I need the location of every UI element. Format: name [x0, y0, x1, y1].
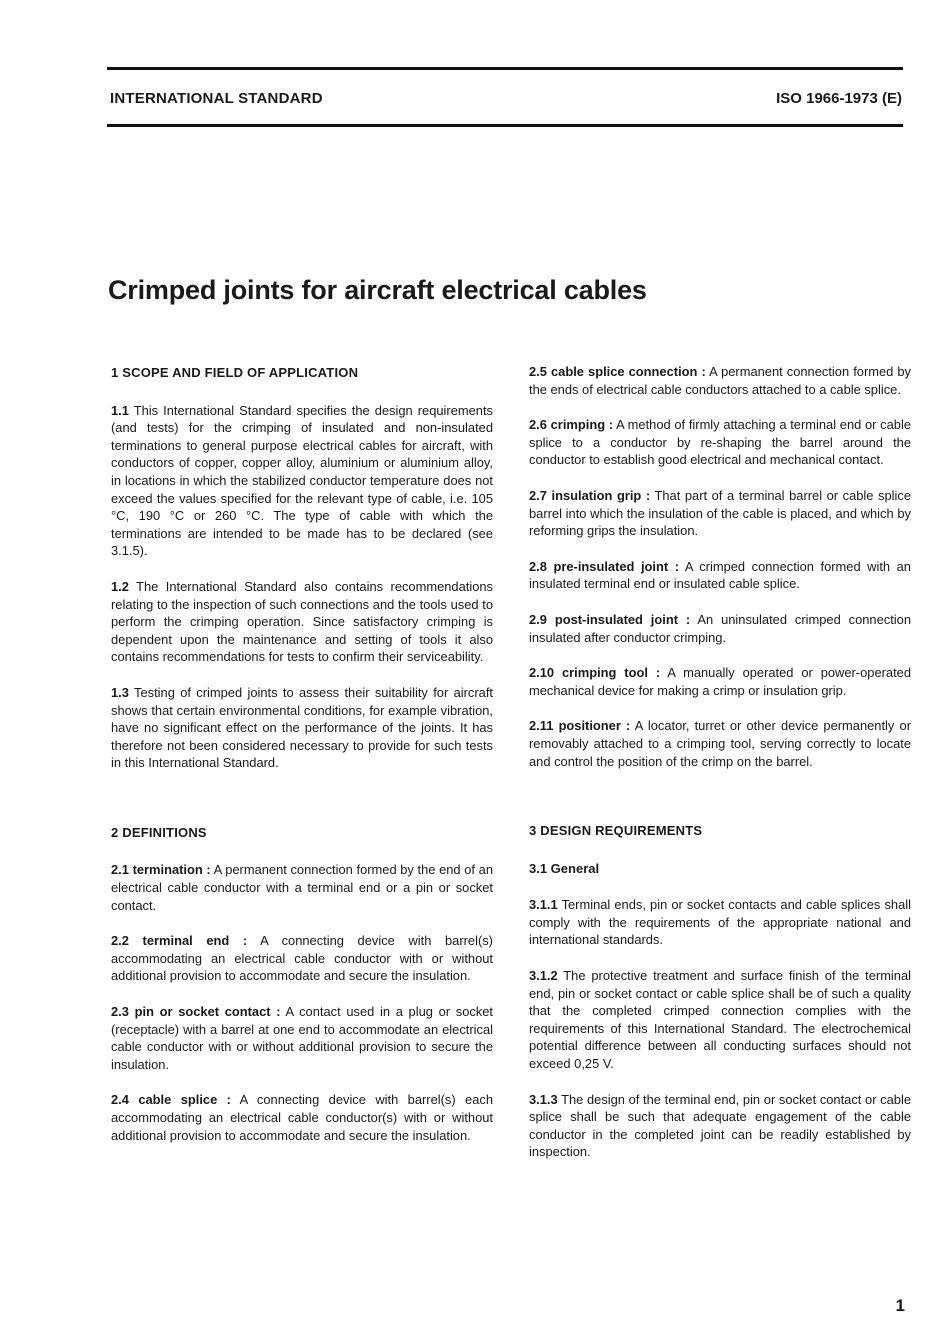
- clause-number: 2.7: [529, 487, 547, 503]
- definition-2-4: [111, 1091, 493, 1144]
- defined-term: cable splice :: [138, 1092, 231, 1108]
- definition-2-11: [529, 717, 911, 770]
- header-top-rule: [107, 67, 903, 70]
- section-1-heading: 1 SCOPE AND FIELD OF APPLICATION: [111, 365, 359, 380]
- defined-term: crimping tool :: [561, 665, 661, 681]
- clause-text: The International Standard also contains recommendations relating to the inspection of such connections and the tools used to perform the crimping operation. Since satisfactory crimping is dependent upon the maintenance and setting of tools it also contains recommendations for tests to confirm their serviceability.: [111, 578, 493, 665]
- defined-term: cable splice connection :: [551, 364, 706, 379]
- clause-number: 2.3: [111, 1004, 129, 1020]
- definition-text: A permanent connection formed by the end of an electrical cable conductor with a terminal end or a pin or socket contact.: [111, 862, 493, 913]
- clause-number: 1.1: [111, 402, 129, 418]
- definition-2-1: [111, 861, 493, 914]
- clause-text: Terminal ends, pin or socket contacts and cable splices shall comply with the requirements of the appropriate national and international standards.: [529, 897, 911, 948]
- definition-2-3: [111, 1003, 493, 1073]
- clause-number: 2.11: [529, 718, 554, 734]
- page-number: 1: [895, 1296, 905, 1315]
- defined-term: pin or socket contact :: [134, 1004, 281, 1020]
- clause-text: This International Standard specifies the design requirements (and tests) for the crimping of insulated and non-insulated terminations to general purpose electrical cables for aircraft, with conductors of copper, copper alloy, aluminium or aluminium alloy, in locations in which the stabilized conductor temperature does not exceed the values specified for the relevant type of cable, i.e. 105 °C, 190 °C or 260 °C. The type of cable with which the terminations are intended to be made has to be declared (see 3.1.5).: [111, 402, 493, 559]
- clause-1-2: [111, 578, 493, 666]
- definition-2-6: [529, 416, 911, 469]
- definition-text: A crimped connection formed with an insulated terminal end or insulated cable splice.: [529, 558, 911, 592]
- clause-1-1: [111, 402, 493, 560]
- definition-text: That part of a terminal barrel or cable splice barrel into which the insulation of the cable is placed, and which by reforming grips the insulation.: [529, 487, 911, 539]
- definition-2-5: [529, 363, 911, 398]
- clause-number: 1.2: [111, 578, 129, 594]
- clause-number: 2.5: [529, 364, 547, 379]
- definition-text: A locator, turret or other device permanently or removably attached to a crimping tool, serving correctly to locate and control the position of the crimp on the barrel.: [529, 718, 911, 769]
- clause-number: 1.3: [111, 684, 129, 700]
- defined-term: post-insulated joint :: [554, 611, 691, 627]
- defined-term: terminal end :: [142, 933, 248, 949]
- definition-text: A permanent connection formed by the ends of electrical cable conductors attached to a cable splice.: [529, 364, 911, 397]
- clause-3-1-1: [529, 896, 911, 949]
- clause-number: 3.1.1: [529, 897, 558, 913]
- definition-text: A connecting device with barrel(s) each accommodating an electrical cable conductor(s) with or without additional provision to accommodate and secure the insulation.: [111, 1092, 493, 1143]
- definition-text: A contact used in a plug or socket (receptacle) with a barrel at one end to accommodate an electrical cable conductor with or without additional provision to secure the insulation.: [111, 1004, 493, 1072]
- standard-number: ISO 1966-1973 (E): [776, 90, 902, 107]
- clause-3-1-2: [529, 967, 911, 1073]
- header-bottom-rule: [107, 124, 903, 127]
- definition-2-9: [529, 611, 911, 646]
- clause-number: 2.1: [111, 862, 129, 878]
- clause-3-1-3: [529, 1091, 911, 1161]
- clause-1-3: [111, 684, 493, 772]
- clause-text: The design of the terminal end, pin or socket contact or cable splice shall be such that adequate engagement of the cable conductor in the completed joint can be readily established by inspection.: [529, 1091, 911, 1160]
- document-type: INTERNATIONAL STANDARD: [110, 90, 323, 107]
- defined-term: crimping :: [550, 417, 614, 433]
- defined-term: pre-insulated joint :: [553, 558, 679, 574]
- subsection-3-1-heading: 3.1 General: [529, 860, 600, 876]
- defined-term: positioner :: [558, 718, 631, 734]
- clause-number: 3.1.2: [529, 968, 558, 984]
- clause-text: The protective treatment and surface finish of the terminal end, pin or socket contact or cable splice shall be of such a quality that the completed crimped connection complies with the requirements of this International Standard. The electrochemical potential difference between all conducting surfaces should not exceed 0,25 V.: [529, 968, 912, 1072]
- defined-term: termination :: [132, 862, 211, 878]
- definition-2-8: [529, 558, 911, 593]
- clause-number: 2.2: [111, 933, 129, 949]
- right-column: [529, 363, 911, 1179]
- definition-text: A connecting device with barrel(s) accommodating an electrical cable conductor with or without additional provision to accommodate and secure the insulation.: [111, 933, 493, 984]
- definition-2-10: [529, 664, 911, 699]
- section-3-heading: 3 DESIGN REQUIREMENTS: [529, 823, 703, 839]
- definition-text: A manually operated or power-operated mechanical device for making a crimp or insulation grip.: [529, 665, 911, 698]
- section-2-heading: 2 DEFINITIONS: [111, 824, 207, 840]
- defined-term: insulation grip :: [551, 487, 651, 503]
- definition-2-2: [111, 932, 493, 985]
- definition-2-7: [529, 487, 911, 540]
- clause-number: 2.6: [529, 417, 547, 433]
- clause-number: 2.9: [529, 611, 547, 627]
- page-title: Crimped joints for aircraft electrical cables: [108, 275, 647, 305]
- clause-number: 3.1.3: [529, 1091, 558, 1107]
- clause-number: 2.10: [529, 665, 555, 681]
- clause-number: 2.8: [529, 558, 547, 574]
- definition-text: A method of firmly attaching a terminal end or cable splice to a conductor by re-shaping the barrel around the conductor to establish good electrical and mechanical contact.: [529, 417, 911, 468]
- left-column: [111, 364, 493, 1162]
- definition-text: An uninsulated crimped connection insulated after conductor crimping.: [529, 611, 911, 645]
- clause-text: Testing of crimped joints to assess their suitability for aircraft shows that certain environmental conditions, for example vibration, have no significant effect on the performance of the joints. It has therefore not been considered necessary to provide for such tests in this International Standard.: [111, 684, 493, 771]
- clause-number: 2.4: [111, 1092, 129, 1108]
